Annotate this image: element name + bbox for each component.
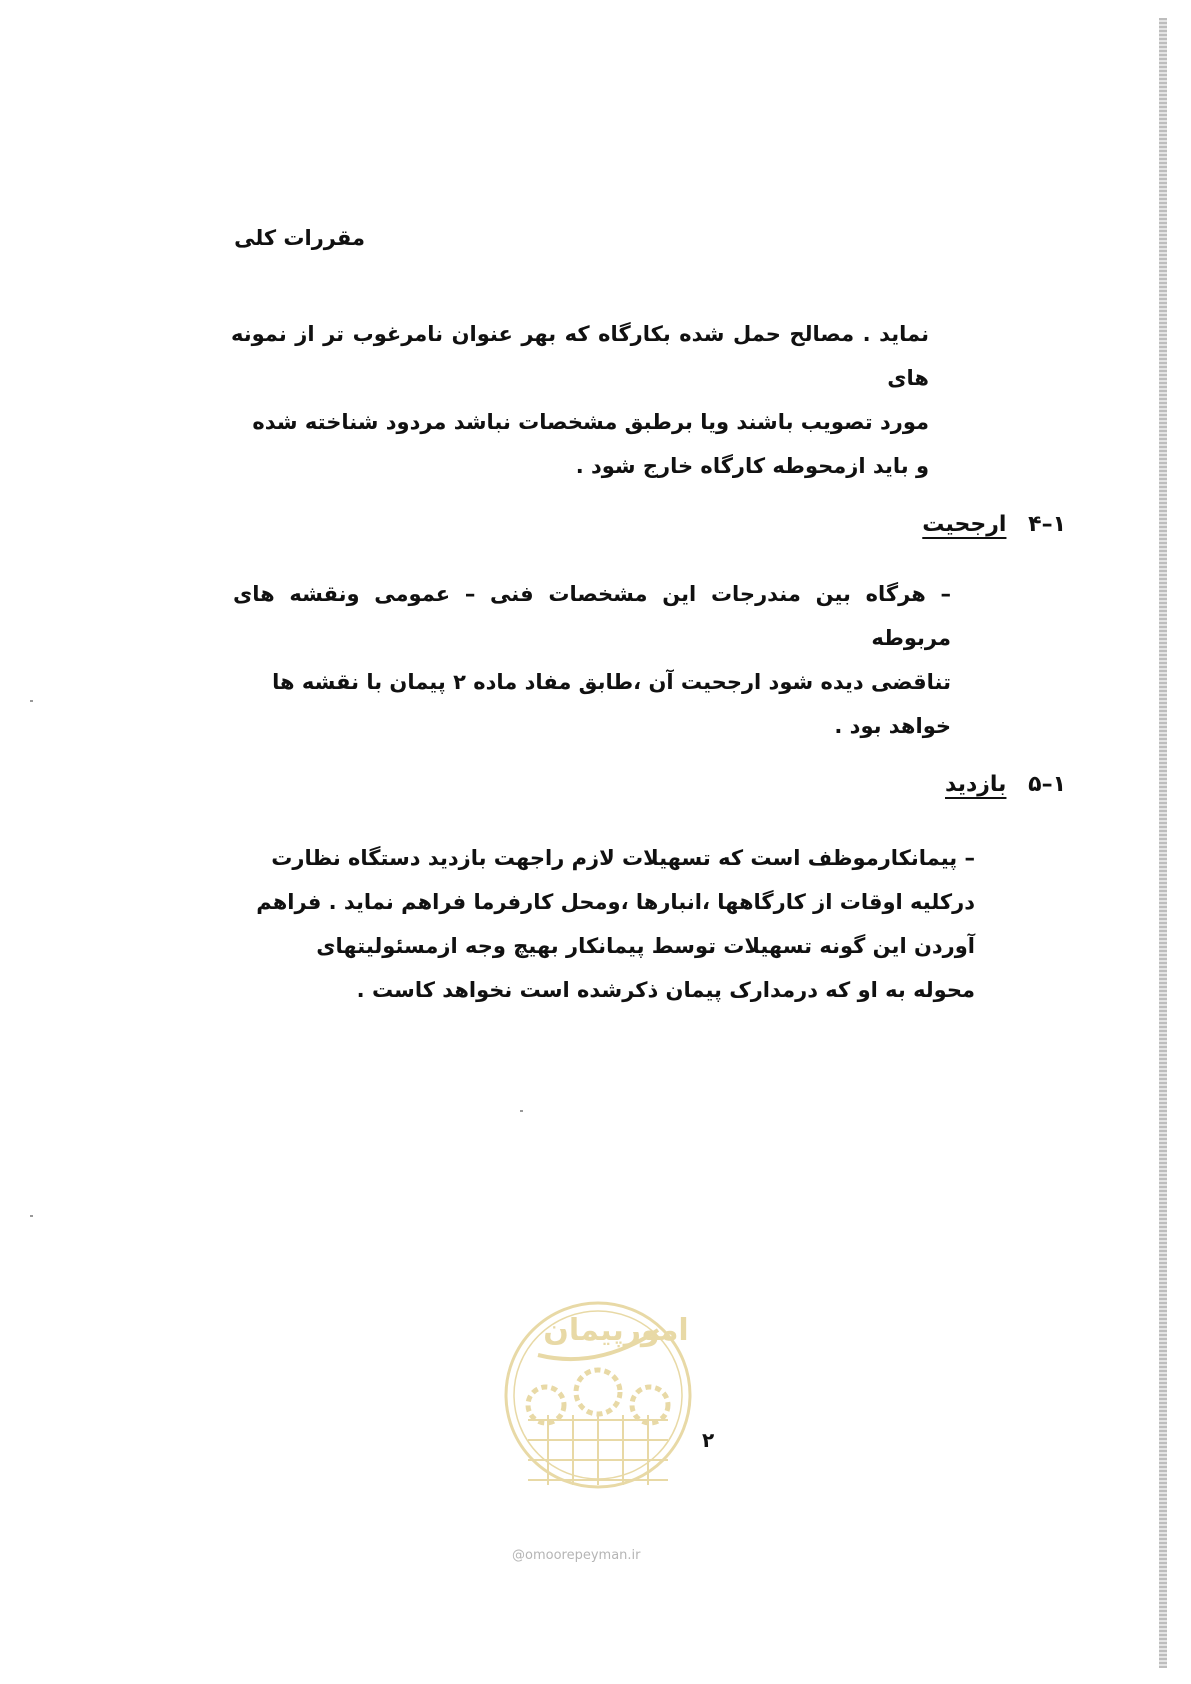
section-title: بازدید xyxy=(945,772,1007,797)
page-number: ۲ xyxy=(702,1428,715,1452)
section-heading-precedence xyxy=(922,512,1066,537)
paragraph-line: آوردن این گونه تسهیلات توسط پیمانکار بهیچ وجه ازمسئولیتهای xyxy=(316,934,975,958)
section-number: ۱–۵ xyxy=(1028,772,1066,797)
paragraph-line: تناقضی دیده شود ارجحیت آن ،طابق مفاد ماده ۲ پیمان با نقشه ها xyxy=(272,670,951,694)
paragraph-line: خواهد بود . xyxy=(834,714,951,738)
scan-speck xyxy=(520,1110,523,1112)
intro-line: نماید . مصالح حمل شده بکارگاه که بهر عنوان نامرغوب تر از نمونه های xyxy=(231,322,929,390)
scan-speck xyxy=(30,700,33,702)
watermark-url: @omoorepeyman.ir xyxy=(512,1548,641,1563)
paragraph-line: – هرگاه بین مندرجات این مشخصات فنی – عمومی ونقشه های مربوطه xyxy=(233,582,951,650)
section-number: ۱–۴ xyxy=(1028,512,1066,537)
seal-text: امورپیمان xyxy=(543,1313,689,1348)
page-header: مقررات کلی xyxy=(234,226,365,250)
paragraph-line: محوله به او که درمدارک پیمان ذکرشده است نخواهد کاست . xyxy=(356,978,975,1002)
intro-line: و باید ازمحوطه کارگاه خارج شود . xyxy=(575,454,929,478)
scan-edge xyxy=(1159,18,1167,1668)
section-title: ارجحیت xyxy=(922,512,1007,537)
intro-paragraph xyxy=(231,312,929,488)
inspection-paragraph xyxy=(255,836,975,1012)
paragraph-line: درکلیه اوقات از کارگاهها ،انبارها ،ومحل کارفرما فراهم نماید . فراهم xyxy=(256,890,975,914)
paragraph-line: – پیمانکارموظف است که تسهیلات لازم راجهت بازدید دستگاه نظارت xyxy=(271,846,975,870)
watermark-seal xyxy=(498,1270,698,1520)
section-heading-inspection xyxy=(945,772,1066,797)
precedence-paragraph xyxy=(233,572,951,748)
scan-speck xyxy=(30,1215,33,1217)
intro-line: مورد تصویب باشند ویا برطبق مشخصات نباشد مردود شناخته شده xyxy=(252,410,929,434)
